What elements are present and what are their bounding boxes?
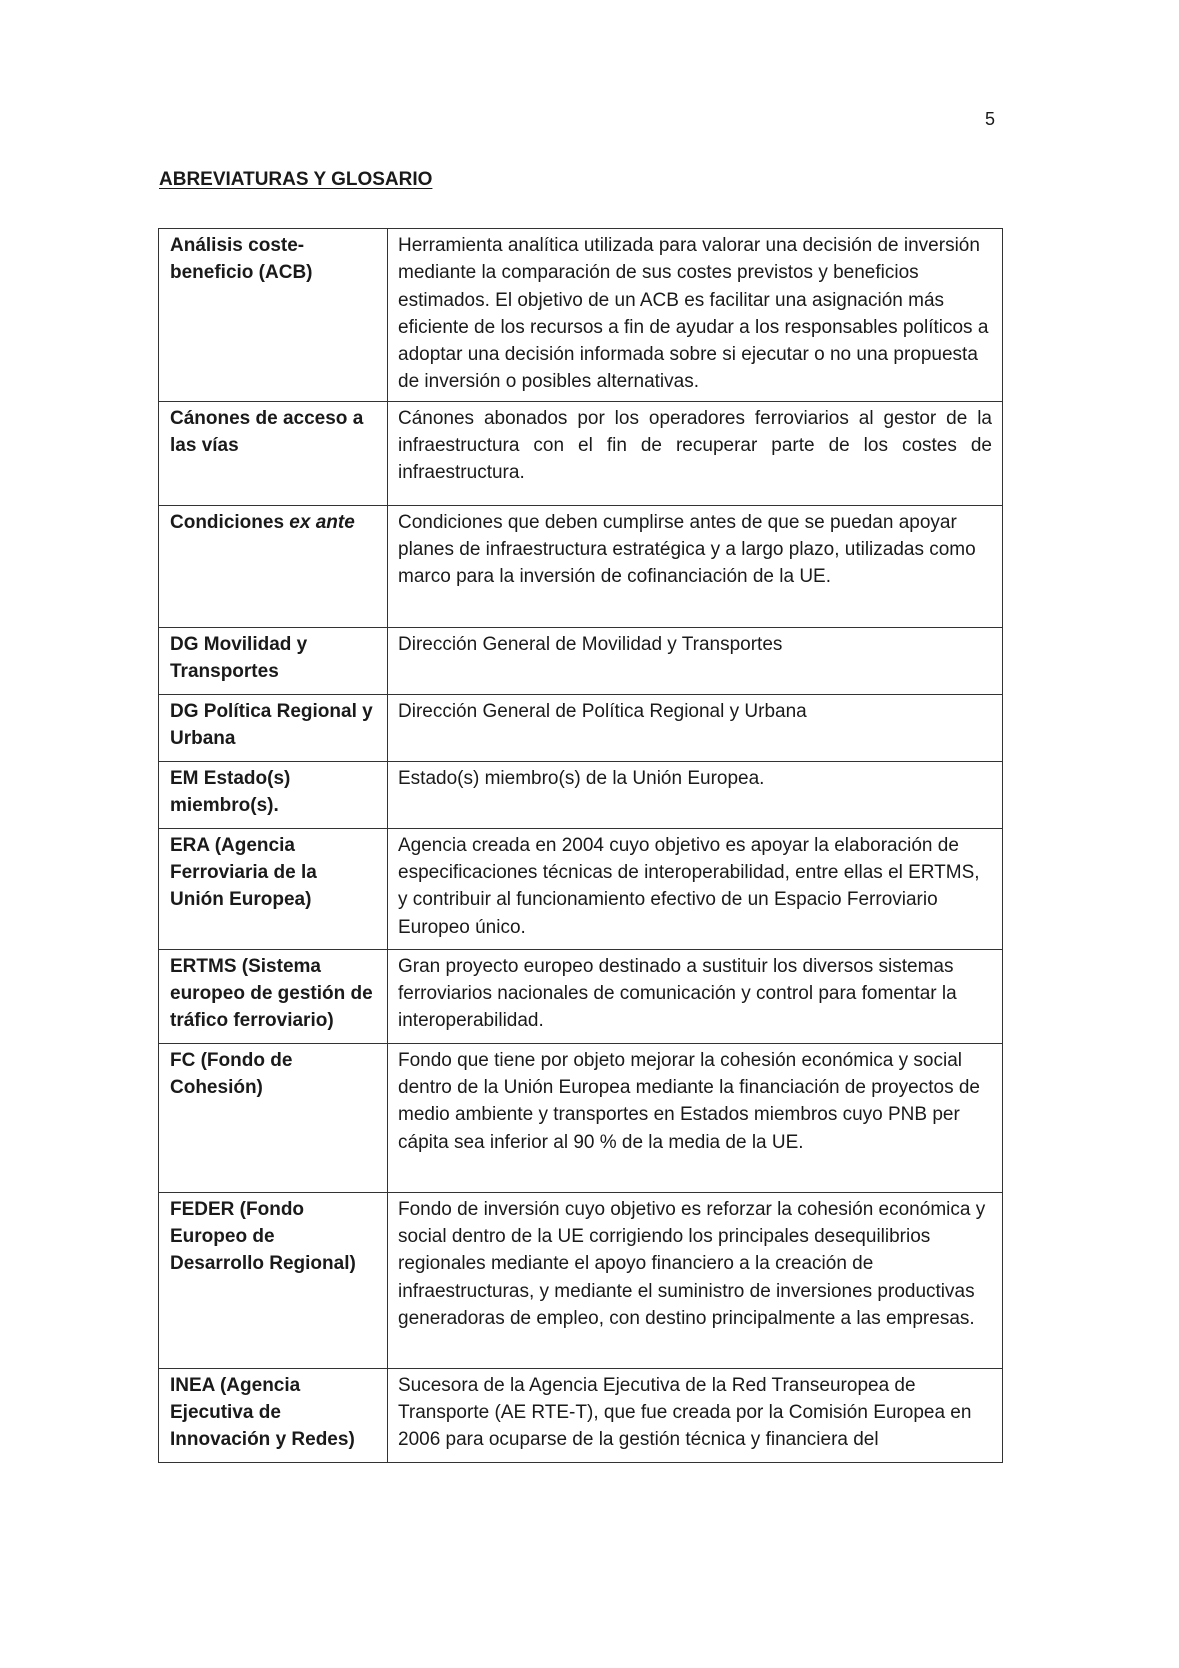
glossary-row-acb: [159, 229, 1003, 402]
glossary-definition: Cánones abonados por los operadores ferroviarios al gestor de la infraestructura con el fin de recuperar parte de los costes de infraestructura.: [388, 401, 1003, 505]
glossary-term: DG Política Regional y Urbana: [159, 694, 388, 761]
glossary-row-em: [159, 761, 1003, 828]
glossary-definition: Agencia creada en 2004 cuyo objetivo es apoyar la elaboración de especificaciones técnicas de interoperabilidad, entre ellas el ERTMS, y contribuir al funcionamiento efectivo de un Espacio Ferroviario Europeo único.: [388, 828, 1003, 949]
glossary-definition: Estado(s) miembro(s) de la Unión Europea.: [388, 761, 1003, 828]
glossary-term: EM Estado(s) miembro(s).: [159, 761, 388, 828]
glossary-term: ERA (Agencia Ferroviaria de la Unión Europea): [159, 828, 388, 949]
glossary-row-ertms: [159, 949, 1003, 1043]
glossary-term: Análisis coste-beneficio (ACB): [159, 229, 388, 402]
glossary-term: DG Movilidad y Transportes: [159, 627, 388, 694]
glossary-definition: Sucesora de la Agencia Ejecutiva de la Red Transeuropea de Transporte (AE RTE-T), que fue creada por la Comisión Europea en 2006 para ocuparse de la gestión técnica y financiera del: [388, 1368, 1003, 1462]
glossary-row-condiciones: [159, 505, 1003, 627]
glossary-term: FEDER (Fondo Europeo de Desarrollo Regional): [159, 1192, 388, 1368]
glossary-definition: Gran proyecto europeo destinado a sustituir los diversos sistemas ferroviarios nacionales de comunicación y control para fomentar la interoperabilidad.: [388, 949, 1003, 1043]
section-title: ABREVIATURAS Y GLOSARIO: [159, 169, 433, 190]
glossary-table: [158, 228, 1003, 1463]
glossary-row-feder: [159, 1192, 1003, 1368]
glossary-row-dg-movilidad: [159, 627, 1003, 694]
glossary-term: Cánones de acceso a las vías: [159, 401, 388, 505]
glossary-term: [159, 505, 388, 627]
page-number: 5: [985, 109, 996, 129]
glossary-definition: Fondo de inversión cuyo objetivo es reforzar la cohesión económica y social dentro de la UE corrigiendo los principales desequilibrios regionales mediante el apoyo financiero a la creación de infraestructuras, y mediante el suministro de inversiones productivas generadoras de empleo, con destino principalmente a las empresas.: [388, 1192, 1003, 1368]
glossary-term: ERTMS (Sistema europeo de gestión de tráfico ferroviario): [159, 949, 388, 1043]
glossary-definition: Dirección General de Política Regional y Urbana: [388, 694, 1003, 761]
glossary-definition: Condiciones que deben cumplirse antes de que se puedan apoyar planes de infraestructura estratégica y a largo plazo, utilizadas como marco para la inversión de cofinanciación de la UE.: [388, 505, 1003, 627]
glossary-row-fc: [159, 1043, 1003, 1192]
glossary-term-italic: ex ante: [289, 511, 355, 533]
glossary-term: INEA (Agencia Ejecutiva de Innovación y Redes): [159, 1368, 388, 1462]
glossary-row-canones: [159, 401, 1003, 505]
glossary-row-era: [159, 828, 1003, 949]
glossary-definition: Fondo que tiene por objeto mejorar la cohesión económica y social dentro de la Unión Europea mediante la financiación de proyectos de medio ambiente y transportes en Estados miembros cuyo PNB per cápita sea inferior al 90 % de la media de la UE.: [388, 1043, 1003, 1192]
glossary-term: FC (Fondo de Cohesión): [159, 1043, 388, 1192]
glossary-definition: Dirección General de Movilidad y Transportes: [388, 627, 1003, 694]
glossary-term-main: Condiciones: [170, 511, 290, 533]
glossary-definition: Herramienta analítica utilizada para valorar una decisión de inversión mediante la comparación de sus costes previstos y beneficios estimados. El objetivo de un ACB es facilitar una asignación más eficiente de los recursos a fin de ayudar a los responsables políticos a adoptar una decisión informada sobre si ejecutar o no una propuesta de inversión o posibles alternativas.: [388, 229, 1003, 402]
glossary-row-inea: [159, 1368, 1003, 1462]
glossary-row-dg-politica: [159, 694, 1003, 761]
